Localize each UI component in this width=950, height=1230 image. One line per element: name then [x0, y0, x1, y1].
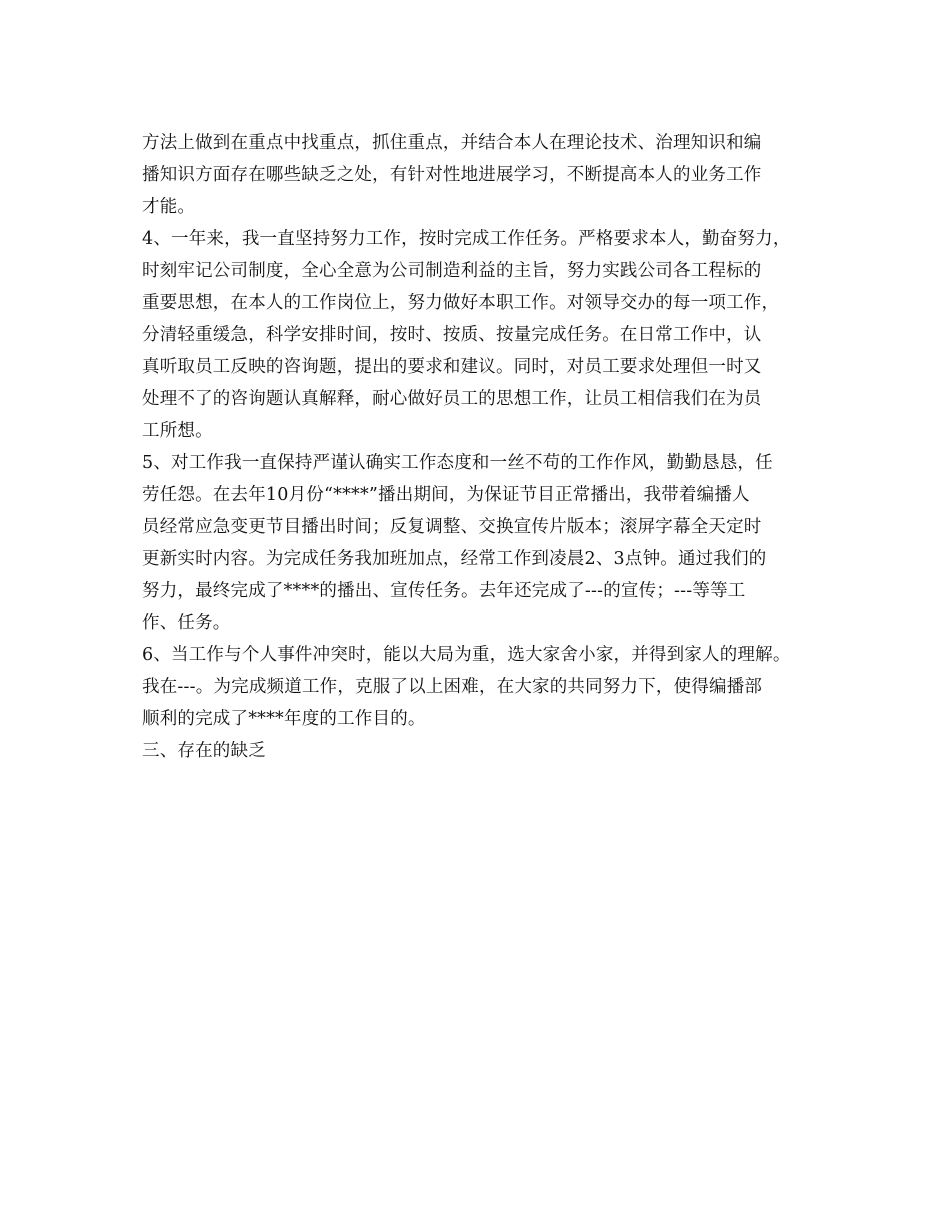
section-heading: 三、存在的缺乏	[142, 741, 266, 761]
text-line: 4、一年来，我一直坚持努力工作，按时完成工作任务。严格要求本人，勤奋努力，	[142, 229, 791, 249]
text-line: 时刻牢记公司制度，全心全意为公司制造利益的主旨，努力实践公司各工程标的	[142, 261, 762, 281]
text-line: 更新实时内容。为完成任务我加班加点，经常工作到凌晨2、3点钟。通过我们的	[142, 549, 767, 569]
text-line: 方法上做到在重点中找重点，抓住重点，并结合本人在理论技术、治理知识和编	[142, 133, 762, 153]
text-line: 重要思想，在本人的工作岗位上，努力做好本职工作。对领导交办的每一项工作，	[142, 293, 780, 313]
text-line: 顺利的完成了****年度的工作目的。	[142, 709, 426, 729]
text-line: 处理不了的咨询题认真解释，耐心做好员工的思想工作，让员工相信我们在为员	[142, 389, 762, 409]
text-line: 6、当工作与个人事件冲突时，能以大局为重，选大家舍小家，并得到家人的理解。	[142, 645, 791, 665]
text-line: 分清轻重缓急，科学安排时间，按时、按质、按量完成任务。在日常工作中，认	[142, 325, 762, 345]
text-line: 工所想。	[142, 421, 213, 441]
text-line: 才能。	[142, 197, 196, 217]
text-line: 播知识方面存在哪些缺乏之处，有针对性地进展学习，不断提高本人的业务工作	[142, 165, 762, 185]
text-line: 员经常应急变更节目播出时间；反复调整、交换宣传片版本；滚屏字幕全天定时	[142, 517, 762, 537]
text-line: 劳任怨。在去年10月份“****”播出期间，为保证节目正常播出，我带着编播人	[142, 485, 750, 505]
text-line: 5、对工作我一直保持严谨认确实工作态度和一丝不苟的工作作风，勤勤恳恳，任	[142, 453, 773, 473]
text-line: 努力，最终完成了****的播出、宣传任务。去年还完成了---的宣传；---等等工	[142, 581, 746, 601]
text-line: 真听取员工反映的咨询题，提出的要求和建议。同时，对员工要求处理但一时又	[142, 357, 762, 377]
text-line: 作、任务。	[142, 613, 231, 633]
text-line: 我在---。为完成频道工作，克服了以上困难，在大家的共同努力下，使得编播部	[142, 677, 763, 697]
